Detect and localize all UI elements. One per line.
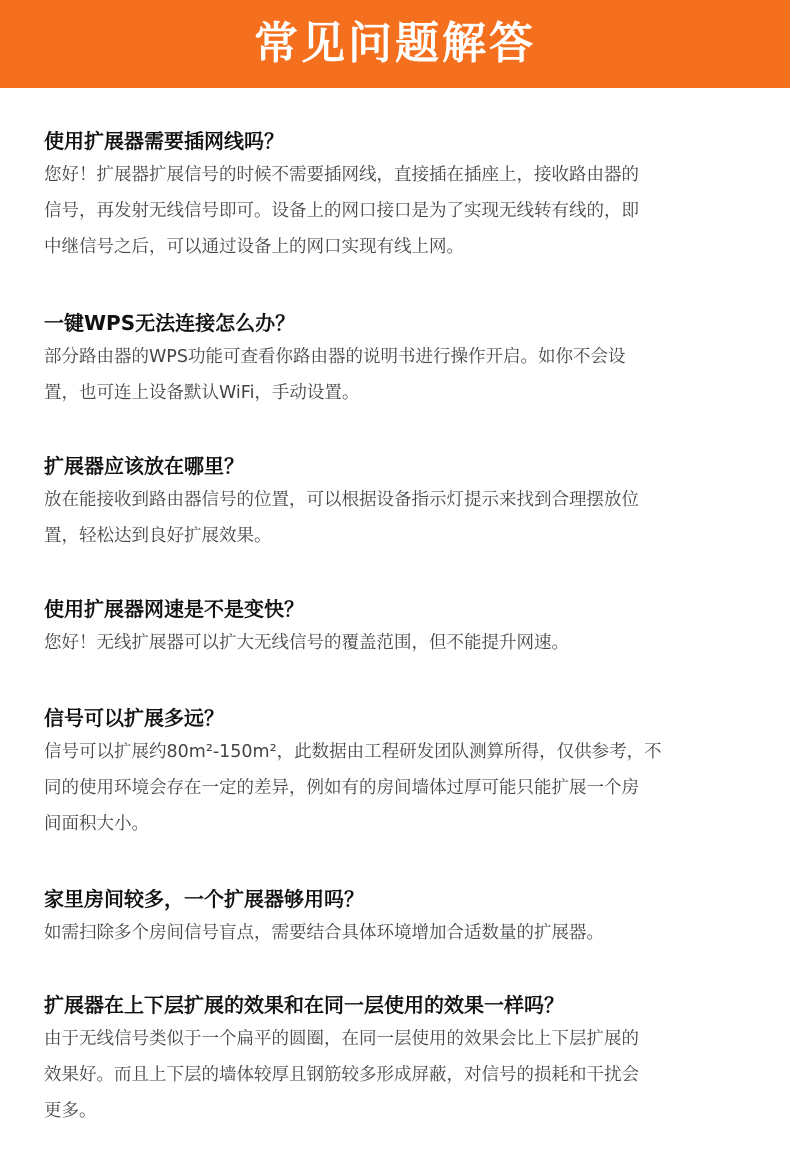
faq-answer-line: 如需扫除多个房间信号盲点，需要结合具体环境增加合适数量的扩展器。 (44, 923, 604, 943)
faq-answer-line: 部分路由器的WPS功能可查看你路由器的说明书进行操作开启。如你不会设 (44, 347, 626, 367)
faq-answer-line: 效果好。而且上下层的墙体较厚且钢筋较多形成屏蔽，对信号的损耗和干扰会 (44, 1065, 639, 1085)
faq-answer (44, 734, 754, 842)
faq-answer-line: 信号可以扩展约80m²-150m²，此数据由工程研发团队测算所得，仅供参考，不 (44, 742, 662, 762)
faq-question: 信号可以扩展多远？ (44, 706, 224, 730)
faq-answer (44, 915, 754, 951)
faq-answer-line: 置，轻松达到良好扩展效果。 (44, 526, 272, 546)
faq-question: 扩展器在上下层扩展的效果和在同一层使用的效果一样吗？ (44, 993, 564, 1017)
faq-answer (44, 625, 754, 661)
faq-answer (44, 482, 754, 554)
faq-answer-line: 您好！扩展器扩展信号的时候不需要插网线，直接插在插座上，接收路由器的 (44, 165, 639, 185)
faq-question: 使用扩展器网速是不是变快？ (44, 597, 304, 621)
faq-item (44, 451, 754, 554)
faq-question: 家里房间较多，一个扩展器够用吗？ (44, 887, 364, 911)
faq-item (44, 703, 754, 842)
page-title: 常见问题解答 (254, 18, 536, 69)
faq-answer-line: 置，也可连上设备默认WiFi，手动设置。 (44, 383, 360, 403)
faq-item (44, 990, 754, 1129)
faq-answer-line: 间面积大小。 (44, 814, 149, 834)
faq-item (44, 884, 754, 951)
faq-answer-line: 信号，再发射无线信号即可。设备上的网口接口是为了实现无线转有线的，即 (44, 201, 639, 221)
faq-answer (44, 339, 754, 411)
faq-item (44, 308, 754, 411)
faq-answer-line: 中继信号之后，可以通过设备上的网口实现有线上网。 (44, 237, 464, 257)
faq-answer-line: 放在能接收到路由器信号的位置，可以根据设备指示灯提示来找到合理摆放位 (44, 490, 639, 510)
faq-item (44, 594, 754, 661)
faq-answer-line: 您好！无线扩展器可以扩大无线信号的覆盖范围，但不能提升网速。 (44, 633, 569, 653)
faq-question: 扩展器应该放在哪里？ (44, 454, 244, 478)
faq-answer (44, 1021, 754, 1129)
faq-answer-line: 同的使用环境会存在一定的差异，例如有的房间墙体过厚可能只能扩展一个房 (44, 778, 639, 798)
faq-question: 一键WPS无法连接怎么办？ (44, 311, 296, 335)
header-banner (0, 0, 790, 88)
faq-answer (44, 157, 754, 265)
faq-question: 使用扩展器需要插网线吗？ (44, 129, 284, 153)
faq-item (44, 126, 754, 265)
faq-answer-line: 由于无线信号类似于一个扁平的圆圈，在同一层使用的效果会比上下层扩展的 (44, 1029, 639, 1049)
faq-answer-line: 更多。 (44, 1101, 97, 1121)
